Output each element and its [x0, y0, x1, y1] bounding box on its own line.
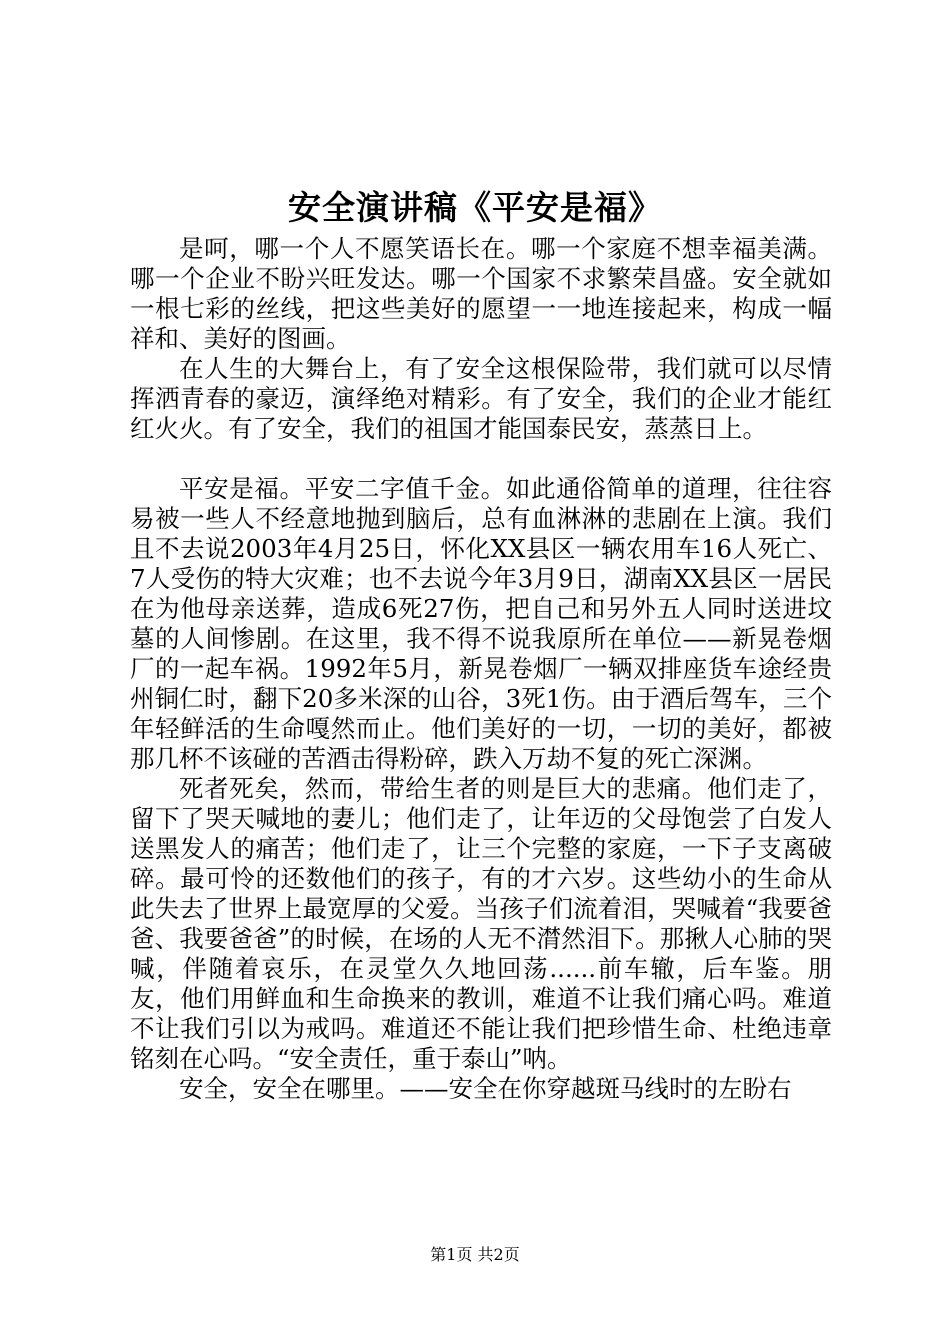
paragraph-4: 死者死矣，然而，带给生者的则是巨大的悲痛。他们走了，留下了哭天喊地的妻儿；他们走了，让年迈的父母饱尝了白发人送黑发人的痛苦；他们走了，让三个完整的家庭，一下子支离破碎。最可怜的还数他们的孩子，有的才六岁。这些幼小的生命从此失去了世界上最宽厚的父爱。当孩子们流着泪，哭喊着“我要爸爸、我要爸爸”的时候，在场的人无不潸然泪下。那揪人心肺的哭喊，伴随着哀乐，在灵堂久久地回荡......前车辙，后车鉴。朋友，他们用鲜血和生命换来的教训，难道不让我们痛心吗。难道不让我们引以为戒吗。难道还不能让我们把珍惜生命、杜绝违章铭刻在心吗。“安全责任，重于泰山”呐。	[130, 774, 832, 1073]
document-body	[130, 234, 832, 1104]
paragraph-1: 是呵，哪一个人不愿笑语长在。哪一个家庭不想幸福美满。哪一个企业不盼兴旺发达。哪一个国家不求繁荣昌盛。安全就如一根七彩的丝线，把这些美好的愿望一一地连接起来，构成一幅祥和、美好的图画。	[130, 234, 832, 353]
paragraph-5: 安全，安全在哪里。——安全在你穿越斑马线时的左盼右	[179, 1074, 792, 1103]
paragraph-3: 平安是福。平安二字值千金。如此通俗简单的道理，往往容易被一些人不经意地抛到脑后，总有血淋淋的悲剧在上演。我们且不去说2003年4月25日，怀化XX县区一辆农用车16人死亡、7人受伤的特大灾难；也不去说今年3月9日，湖南XX县区一居民在为他母亲送葬，造成6死27伤，把自己和另外五人同时送进坟墓的人间惨剧。在这里，我不得不说我原所在单位——新晃卷烟厂的一起车祸。1992年5月，新晃卷烟厂一辆双排座货车途经贵州铜仁时，翻下20多米深的山谷，3死1伤。由于酒后驾车，三个年轻鲜活的生命嘎然而止。他们美好的一切，一切的美好，都被那几杯不该碰的苦酒击得粉碎，跌入万劫不复的死亡深渊。	[130, 474, 832, 773]
document-title: 安全演讲稿《平安是福》	[288, 188, 662, 227]
page-number-footer: 第1页 共2页	[430, 1245, 520, 1264]
paragraph-2: 在人生的大舞台上，有了安全这根保险带，我们就可以尽情挥洒青春的豪迈，演绎绝对精彩。有了安全，我们的企业才能红红火火。有了安全，我们的祖国才能国泰民安，蒸蒸日上。	[130, 354, 832, 443]
